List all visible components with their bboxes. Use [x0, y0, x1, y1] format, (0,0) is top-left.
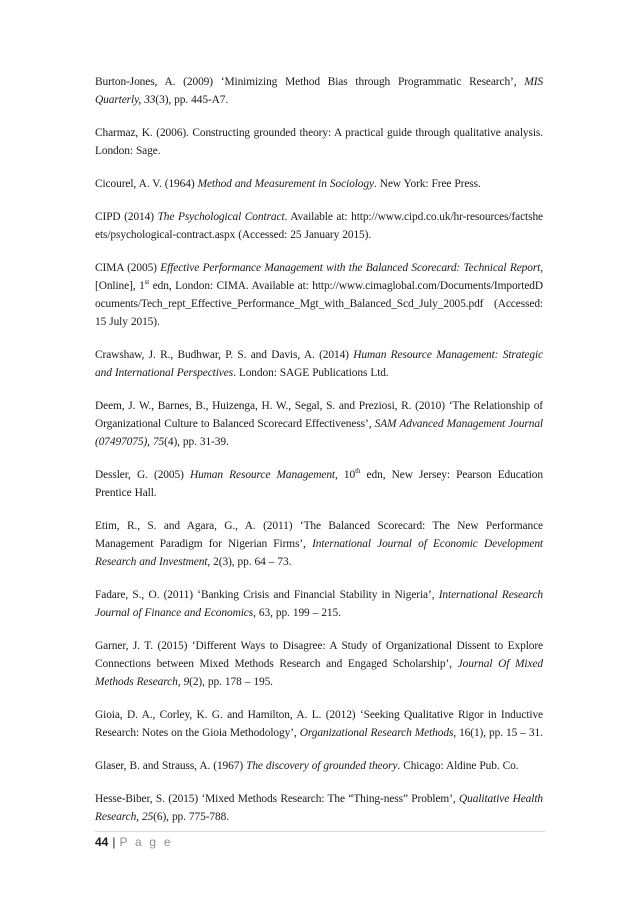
- ref-details: . Chicago: Aldine Pub. Co.: [397, 760, 519, 772]
- ref-author: CIMA (2005): [95, 262, 161, 274]
- reference-entry: [95, 208, 543, 244]
- ref-source: Organizational Research Methods,: [299, 727, 457, 739]
- ref-author: Fadare, S., O. (2011): [95, 589, 198, 601]
- ref-superscript: th: [355, 467, 361, 476]
- ref-author: Deem, J. W., Barnes, B., Huizenga, H. W., Segal, S. and Preziosi, R. (2010): [95, 400, 449, 412]
- ref-author: Etim, R., S. and Agara, G., A. (2011): [95, 520, 300, 532]
- footer-divider: [95, 831, 545, 832]
- ref-title: ‘Seeking Qualitative Rigor in Inductive Research: Notes on the Gioia Methodology’,: [95, 709, 544, 739]
- ref-source: Qualitative Health Research: [95, 793, 543, 823]
- reference-list: [95, 73, 543, 841]
- reference-entry: [95, 706, 543, 742]
- footer-separator: |: [112, 835, 116, 849]
- reference-entry: [95, 259, 543, 331]
- reference-entry: [95, 466, 543, 502]
- ref-title: ‘Different Ways to Disagree: A Study of Organizational Dissent to Explore Connections between Mixed Methods Research and Engaged Scholarship’,: [95, 640, 543, 670]
- ref-author: Hesse-Biber, S. (2015): [95, 793, 202, 805]
- ref-title: ‘The Balanced Scorecard: The New Performance Management Paradigm for Nigerian Firms’,: [95, 520, 543, 550]
- ref-details: , 63, pp. 199 – 215.: [253, 607, 341, 619]
- page-label: P a g e: [119, 835, 173, 849]
- ref-superscript: st: [144, 278, 150, 287]
- ref-author: Crawshaw, J. R., Budhwar, P. S. and Davis, A. (2014): [95, 349, 354, 361]
- ref-title: Human Resource Management: Strategic and International Perspectives: [95, 349, 543, 379]
- ref-title: The discovery of grounded theory: [246, 760, 398, 772]
- ref-title: The Psychological Contract: [157, 211, 285, 223]
- ref-title: ‘The Relationship of Organizational Culture to Balanced Scorecard Effectiveness’,: [95, 400, 543, 430]
- ref-title: Human Resource Management: [189, 469, 335, 481]
- ref-title: Effective Performance Management with the Balanced Scorecard: Technical Report: [160, 262, 541, 274]
- reference-entry: [95, 517, 543, 571]
- reference-entry: [95, 124, 543, 160]
- ref-details: 16(1), pp. 15 – 31.: [456, 727, 543, 739]
- ref-source: MIS Quarterly: [95, 76, 544, 106]
- ref-text: Charmaz, K. (2006). Constructing grounded theory: A practical guide through qualitative analysis. London: Sage.: [95, 127, 543, 157]
- ref-volume: , 25: [136, 811, 154, 823]
- ref-title: Method and Measurement in Sociology: [197, 178, 374, 190]
- ref-author: Cicourel, A. V. (1964): [95, 178, 198, 190]
- ref-details: . Available at: http://www.cipd.co.uk/hr-resources/factsheets/psychological-contract.aspx (Accessed: 25 January 2015).: [95, 211, 543, 241]
- page-footer: [95, 835, 173, 849]
- ref-details: edn, New Jersey: Pearson Education Prentice Hall.: [95, 469, 543, 499]
- reference-entry: [95, 586, 543, 622]
- ref-details: edn, London: CIMA. Available at: http://www.cimaglobal.com/Documents/ImportedDocuments/Tech_rept_Effective_Performance_Mgt_with_Balanced_Scd_July_2005.pdf (Accessed: 15 July 2015).: [95, 280, 543, 328]
- reference-entry: [95, 790, 543, 826]
- ref-volume: , 9: [177, 676, 190, 688]
- reference-entry: [95, 346, 543, 382]
- ref-details: . New York: Free Press.: [373, 178, 481, 190]
- ref-author: Dessler, G. (2005): [95, 469, 190, 481]
- ref-author: Glaser, B. and Strauss, A. (1967): [95, 760, 247, 772]
- ref-author: Garner, J. T. (2015): [95, 640, 192, 652]
- reference-entry: [95, 175, 543, 193]
- ref-source: International Journal of Economic Development Research and Investment: [95, 538, 543, 568]
- ref-author: Burton-Jones, A. (2009): [95, 76, 221, 88]
- reference-entry: [95, 757, 543, 775]
- ref-author: CIPD (2014): [95, 211, 158, 223]
- ref-details: , 2(3), pp. 64 – 73.: [207, 556, 292, 568]
- ref-details: (3), pp. 445-A7.: [155, 94, 229, 106]
- reference-entry: [95, 637, 543, 691]
- page-number: 44: [95, 835, 109, 849]
- ref-edition: , 10: [335, 469, 356, 481]
- ref-volume: , 33: [138, 94, 156, 106]
- ref-volume: , 75: [147, 436, 165, 448]
- ref-title: ‘Banking Crisis and Financial Stability in Nigeria’,: [197, 589, 439, 601]
- reference-entry: [95, 397, 543, 451]
- ref-author: Gioia, D. A., Corley, K. G. and Hamilton, A. L. (2012): [95, 709, 360, 721]
- ref-title: ‘Minimizing Method Bias through Programmatic Research’,: [220, 76, 525, 88]
- ref-title: ‘Mixed Methods Research: The “Thing-ness” Problem’,: [201, 793, 460, 805]
- ref-source: International Research Journal of Finance and Economics: [95, 589, 543, 619]
- reference-entry: [95, 73, 543, 109]
- ref-edition: , [Online], 1: [95, 262, 543, 292]
- ref-source: Journal Of Mixed Methods Research: [95, 658, 544, 688]
- ref-source: SAM Advanced Management Journal (07497075): [95, 418, 543, 448]
- ref-details: (4), pp. 31-39.: [164, 436, 229, 448]
- ref-details: (6), pp. 775-788.: [153, 811, 229, 823]
- ref-details: (2), pp. 178 – 195.: [189, 676, 273, 688]
- ref-details: . London: SAGE Publications Ltd.: [233, 367, 389, 379]
